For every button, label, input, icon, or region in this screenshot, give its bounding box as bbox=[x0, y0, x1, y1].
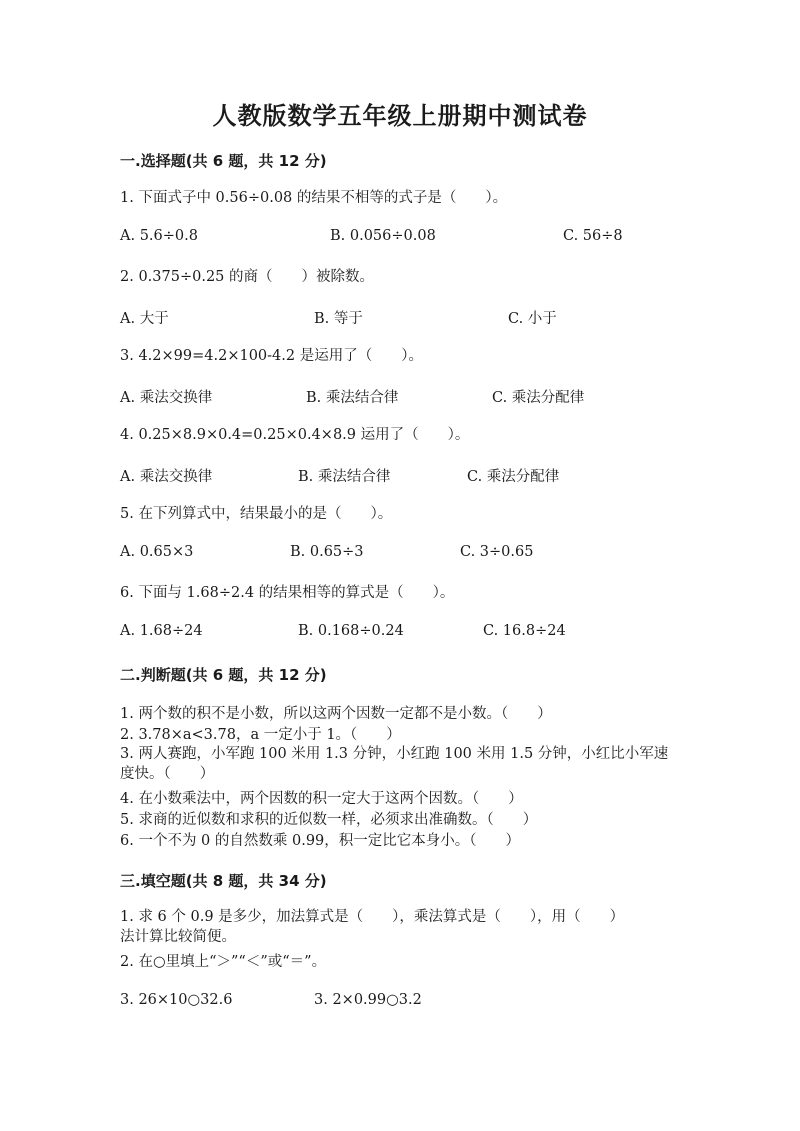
choice-question: 1. 下面式子中 0.56÷0.08 的结果不相等的式子是（ ）。 bbox=[120, 190, 508, 206]
choice-option: A. 乘法交换律 bbox=[120, 390, 213, 406]
choice-option: B. 乘法结合律 bbox=[306, 390, 399, 406]
fill-blank-item: 2. 在○里填上“＞”“＜”或“＝”。 bbox=[120, 954, 327, 970]
choice-option: B. 0.65÷3 bbox=[290, 544, 364, 560]
choice-question: 2. 0.375÷0.25 的商（ ）被除数。 bbox=[120, 269, 374, 285]
choice-option: C. 56÷8 bbox=[563, 228, 623, 244]
choice-option: A. 1.68÷24 bbox=[120, 623, 203, 639]
choice-option: B. 乘法结合律 bbox=[298, 469, 391, 485]
choice-option: C. 16.8÷24 bbox=[483, 623, 566, 639]
comparison-item: 3. 26×10○32.6 bbox=[120, 992, 233, 1008]
choice-option: B. 0.056÷0.08 bbox=[330, 228, 436, 244]
comparison-item: 3. 2×0.99○3.2 bbox=[314, 992, 422, 1008]
judgement-item: 6. 一个不为 0 的自然数乘 0.99，积一定比它本身小。（ ） bbox=[120, 833, 521, 849]
choice-option: C. 乘法分配律 bbox=[467, 469, 560, 485]
choice-question: 5. 在下列算式中，结果最小的是（ ）。 bbox=[120, 506, 393, 522]
choice-option: C. 3÷0.65 bbox=[460, 544, 534, 560]
choice-question: 6. 下面与 1.68÷2.4 的结果相等的算式是（ ）。 bbox=[120, 585, 455, 601]
section-heading-judgement: 二.判断题(共 6 题，共 12 分) bbox=[120, 666, 327, 684]
choice-option: A. 大于 bbox=[120, 311, 169, 327]
choice-option: B. 0.168÷0.24 bbox=[298, 623, 404, 639]
page-title: 人教版数学五年级上册期中测试卷 bbox=[212, 102, 588, 130]
section-heading-fill-blank: 三.填空题(共 8 题，共 34 分) bbox=[120, 872, 327, 890]
choice-option: C. 乘法分配律 bbox=[492, 390, 585, 406]
choice-option: A. 乘法交换律 bbox=[120, 469, 213, 485]
judgement-item: 5. 求商的近似数和求积的近似数一样，必须求出准确数。（ ） bbox=[120, 812, 538, 828]
choice-option: C. 小于 bbox=[508, 311, 557, 327]
choice-question: 3. 4.2×99=4.2×100-4.2 是运用了（ ）。 bbox=[120, 348, 423, 364]
judgement-item: 3. 两人赛跑，小军跑 100 米用 1.3 分钟，小红跑 100 米用 1.5 分钟，小红比小军速度快。（ ） bbox=[120, 746, 669, 782]
choice-option: B. 等于 bbox=[314, 311, 363, 327]
judgement-item: 2. 3.78×a<3.78，a 一定小于 1。（ ） bbox=[120, 727, 401, 743]
choice-option: A. 0.65×3 bbox=[120, 544, 194, 560]
section-heading-choice: 一.选择题(共 6 题，共 12 分) bbox=[120, 152, 327, 170]
choice-question: 4. 0.25×8.9×0.4=0.25×0.4×8.9 运用了（ ）。 bbox=[120, 427, 470, 443]
judgement-item: 1. 两个数的积不是小数，所以这两个因数一定都不是小数。（ ） bbox=[120, 706, 552, 722]
choice-option: A. 5.6÷0.8 bbox=[120, 228, 198, 244]
judgement-item: 4. 在小数乘法中，两个因数的积一定大于这两个因数。（ ） bbox=[120, 791, 523, 807]
fill-blank-item: 1. 求 6 个 0.9 是多少，加法算式是（ ），乘法算式是（ ），用（ ）法计算比较简便。 bbox=[120, 909, 625, 945]
